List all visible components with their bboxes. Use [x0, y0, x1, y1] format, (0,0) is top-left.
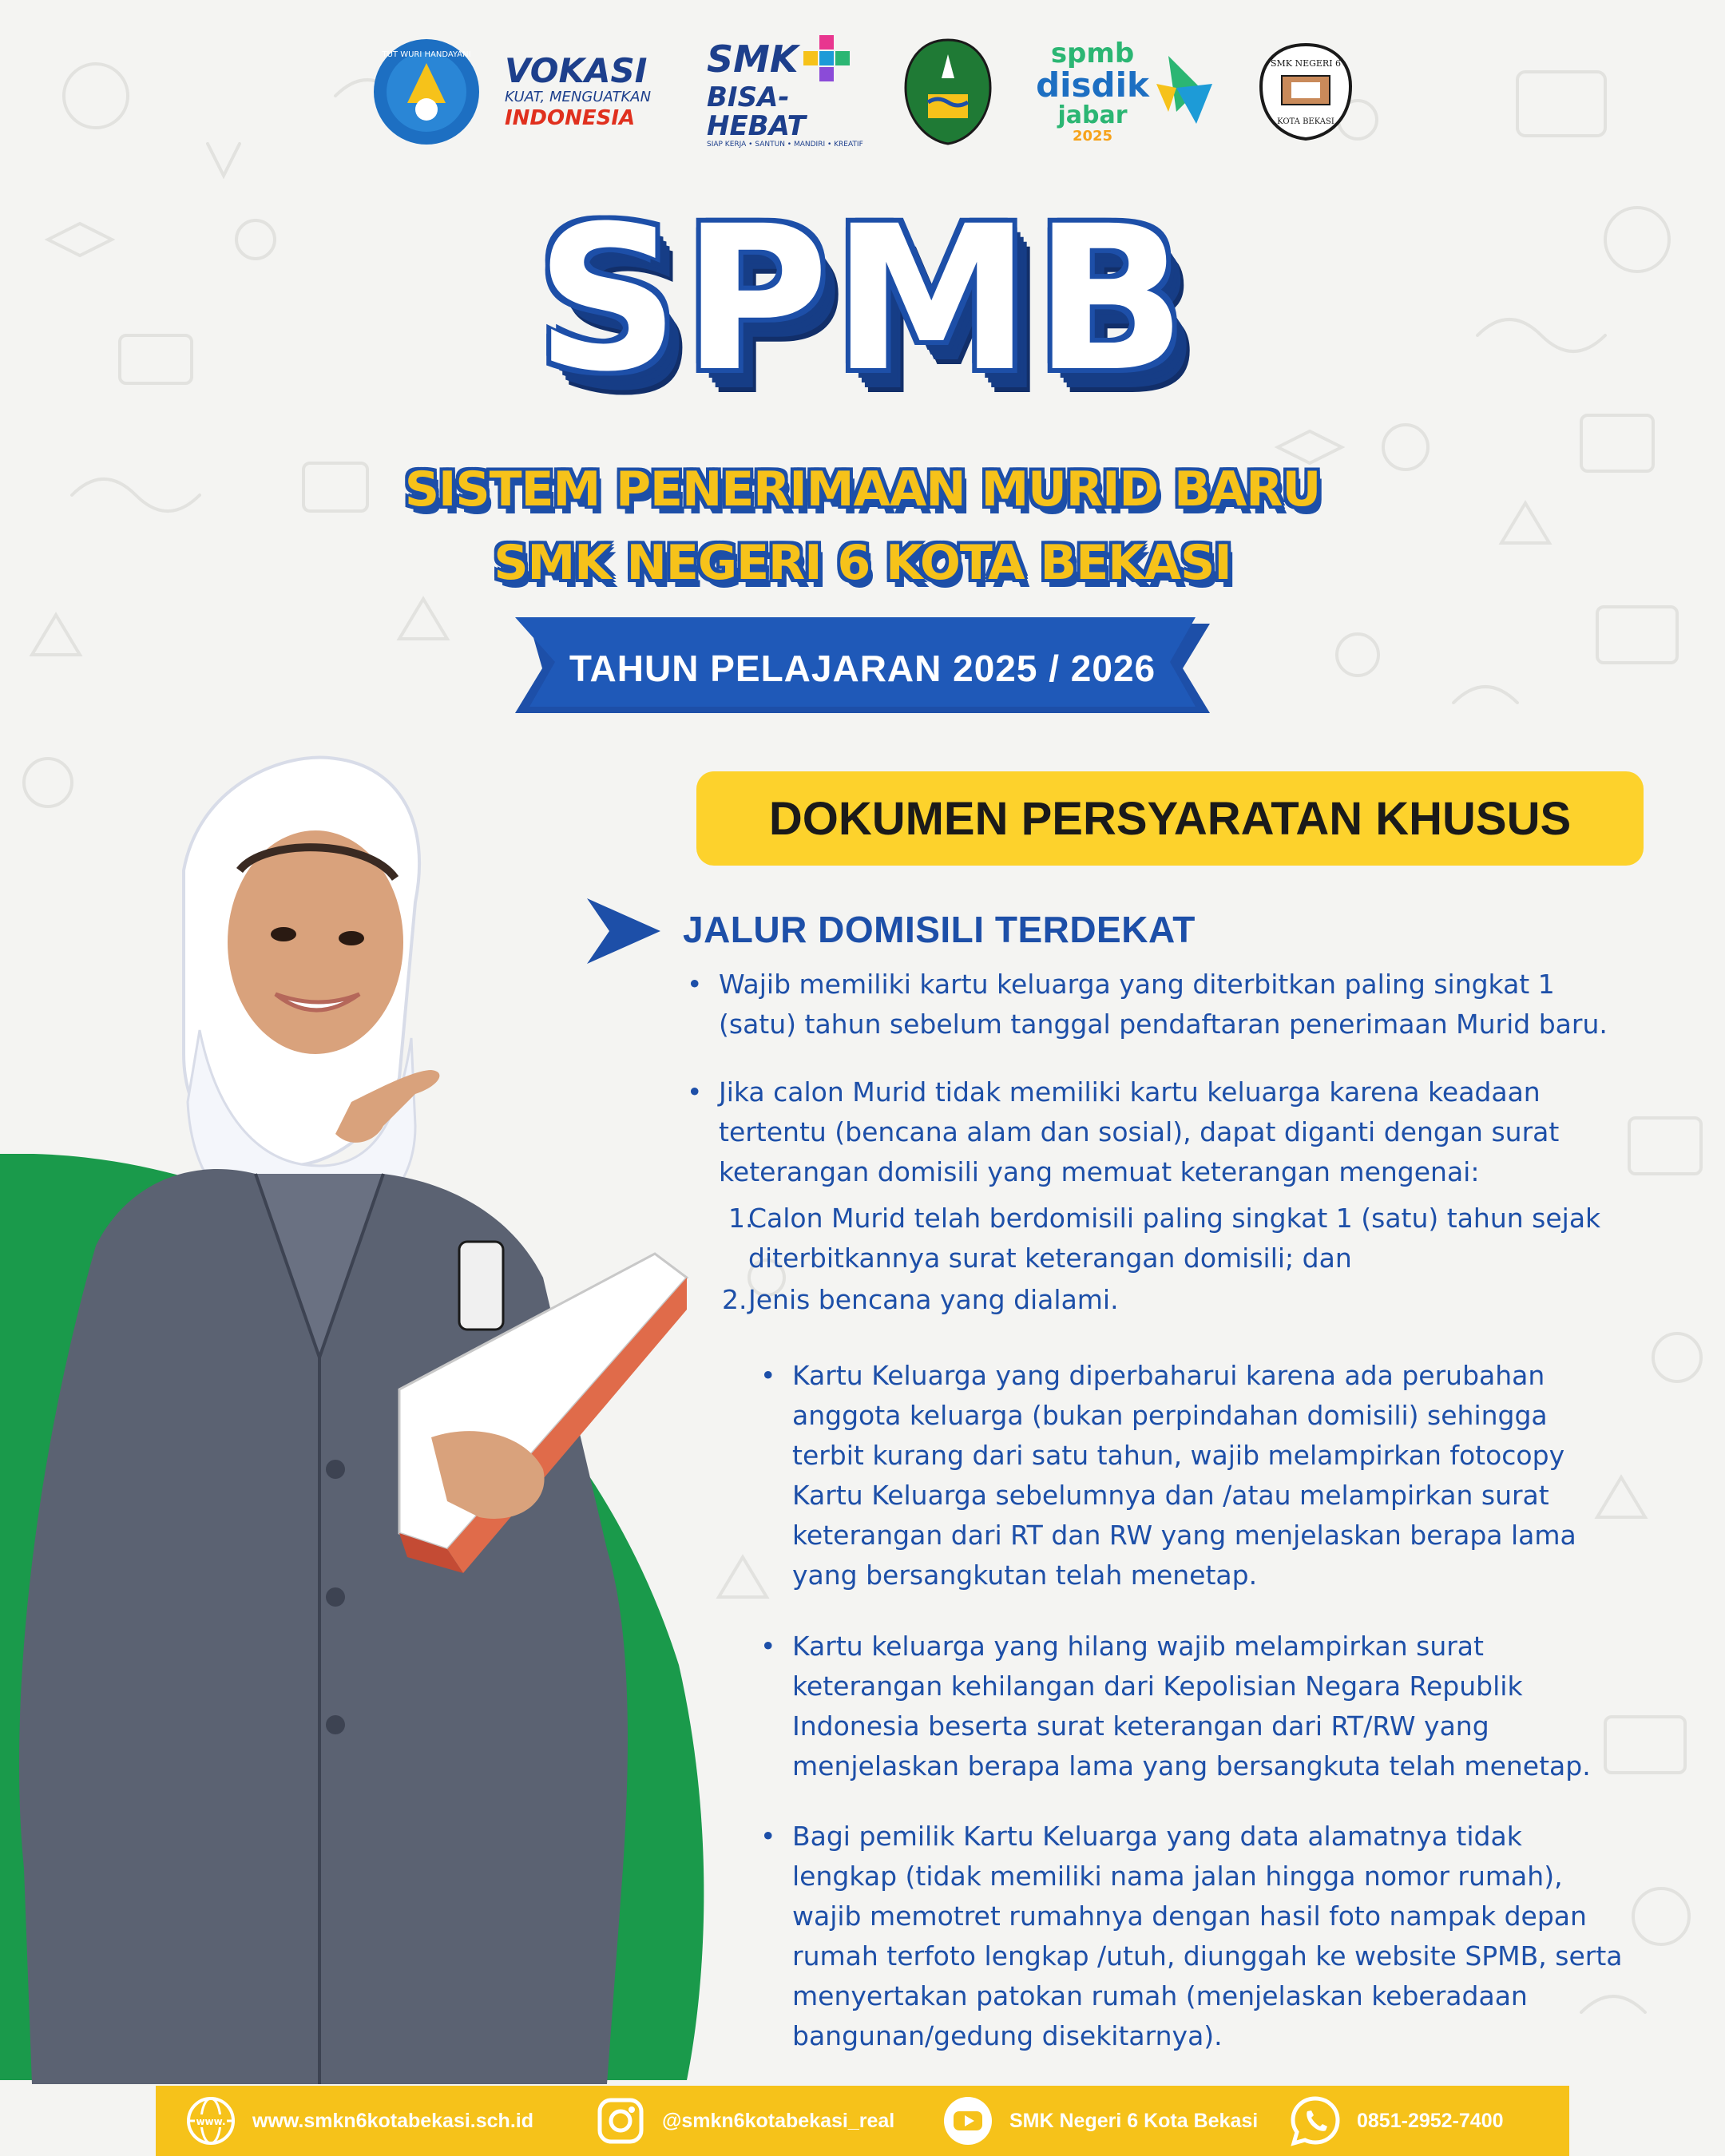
bullet-dot: • [760, 1360, 776, 1391]
youtube-icon [942, 2095, 993, 2146]
year-label: TAHUN PELAJARAN 2025 / 2026 [569, 648, 1156, 689]
svg-text:SMK NEGERI 6: SMK NEGERI 6 [1270, 58, 1342, 69]
svg-text:KOTA BEKASI: KOTA BEKASI [1277, 117, 1334, 126]
tut-wuri-handayani-logo [371, 32, 482, 152]
globe-icon [185, 2095, 236, 2146]
instagram-icon [595, 2095, 646, 2146]
spmb-disdik-jabar-logo: spmb disdik jabar 2025 [1026, 32, 1226, 152]
footer-youtube[interactable] [942, 2086, 1258, 2156]
whatsapp-text: 0851-2952-7400 [1357, 2109, 1504, 2132]
whatsapp-icon [1290, 2095, 1341, 2146]
svg-text:www.: www. [196, 2116, 226, 2127]
subtitle-line1: SISTEM PENERIMAAN MURID BARU [404, 462, 1321, 517]
svg-text:TUT WURI HANDAYANI: TUT WURI HANDAYANI [382, 50, 471, 59]
smk-bisa-hebat-logo: SMK BISA-HEBAT SIAP KERJA • SANTUN • MANDIRI • KREATIF [707, 32, 874, 152]
bullet-dot: • [687, 1076, 703, 1108]
website-text: www.smkn6kotabekasi.sch.id [252, 2109, 533, 2132]
footer-website[interactable] [185, 2086, 533, 2156]
bullet-dot: • [760, 1821, 776, 1852]
youtube-text: SMK Negeri 6 Kota Bekasi [1009, 2109, 1259, 2132]
chevron-right-icon [587, 898, 660, 964]
smkn6-bekasi-logo [1258, 32, 1354, 152]
jawa-barat-emblem [904, 32, 992, 152]
bullet-dot: • [760, 1631, 776, 1662]
document-requirements-badge: DOKUMEN PERSYARATAN KHUSUS [696, 771, 1644, 866]
subtitle-line2: SMK NEGERI 6 KOTA BEKASI [494, 535, 1231, 591]
jalur-title: JALUR DOMISILI TERDEKAT [683, 909, 1196, 950]
instagram-text: @smkn6kotabekasi_real [662, 2109, 895, 2132]
partner-logos [0, 32, 1725, 152]
bullet-dot: • [687, 969, 703, 1000]
vokasi-logo: VOKASI KUAT, MENGUATKAN INDONESIA [505, 51, 652, 130]
footer-instagram[interactable] [595, 2086, 894, 2156]
footer-whatsapp[interactable] [1290, 2086, 1504, 2156]
spmb-title: SPMB [535, 183, 1190, 415]
